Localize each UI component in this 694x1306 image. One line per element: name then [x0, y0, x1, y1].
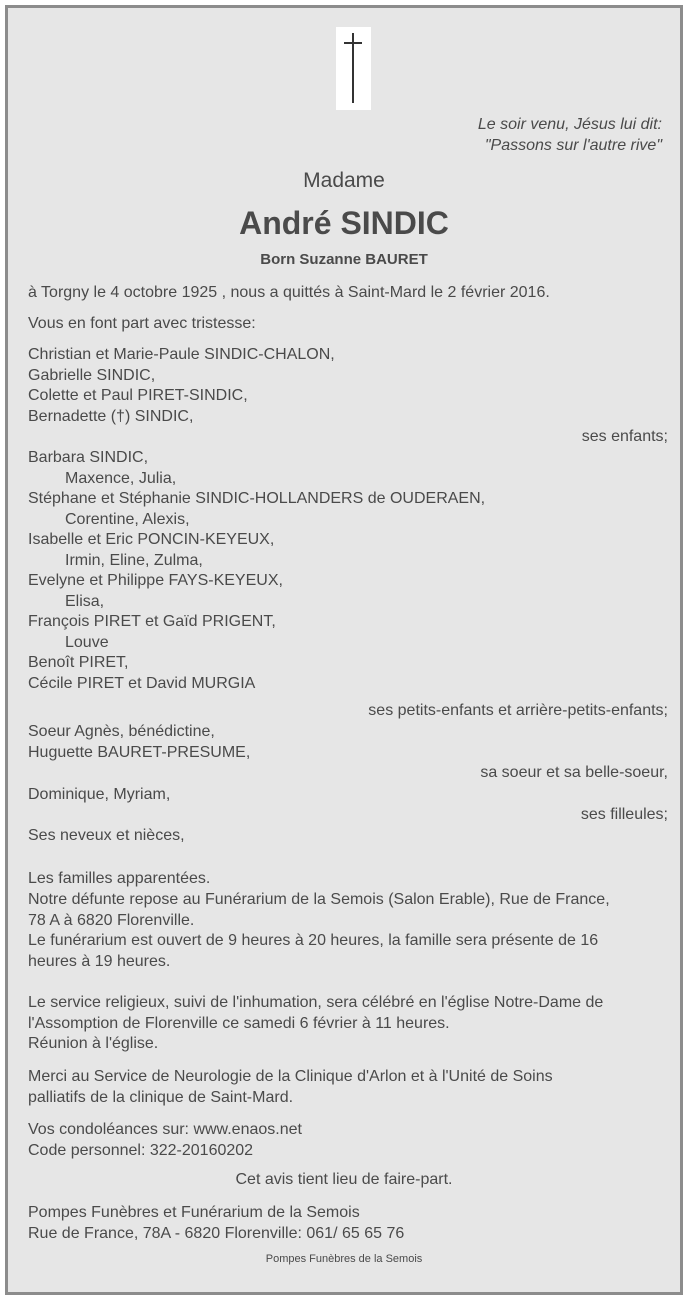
grandchildren-list [28, 448, 485, 694]
list-item: Isabelle et Eric PONCIN-KEYEUX, [28, 531, 275, 548]
birth-name: Born Suzanne BAURET [260, 251, 428, 268]
goddaughters-text: Dominique, Myriam, [28, 786, 171, 803]
title-madame: Madame [303, 169, 385, 192]
siblings-list [28, 722, 250, 763]
nephews-text: Ses neveux et nièces, [28, 827, 185, 844]
list-item: Barbara SINDIC, [28, 449, 149, 466]
list-item: Corentine, Alexis, [65, 510, 190, 528]
notice-text: Cet avis tient lieu de faire-part. [235, 1171, 453, 1188]
list-item: Bernadette (†) SINDIC, [28, 407, 194, 425]
list-item: Colette et Paul PIRET-SINDIC, [28, 387, 248, 404]
rest-paragraph: Notre défunte repose au Funérarium de la Semois (Salon Erable), Rue de France, 78 A à 6820 Florenville. Le funérarium est ouvert de 9 heures à 20 heures, la famille sera présente de 16 heures à 19 heures. [28, 891, 610, 970]
list-item: Maxence, Julia, [65, 469, 177, 487]
funeral-home-address: Pompes Funèbres et Funérarium de la Semois Rue de France, 78A - 6820 Florenville: 061/ 65 65 76 [28, 1204, 405, 1242]
list-item: Irmin, Eline, Zulma, [65, 551, 203, 569]
cross-image [336, 27, 371, 110]
obituary-card [5, 5, 683, 1295]
grandchildren-label: ses petits-enfants et arrière-petits-enfants; [368, 702, 668, 719]
list-item: Elisa, [65, 592, 105, 610]
list-item: Evelyne et Philippe FAYS-KEYEUX, [28, 572, 283, 589]
service-paragraph: Le service religieux, suivi de l'inhumation, sera célébré en l'église Notre-Dame de l'Assomption de Florenville ce samedi 6 février à 11 heures. Réunion à l'église. [28, 994, 604, 1052]
quote-line-1: Le soir venu, Jésus lui dit: [477, 116, 662, 133]
families-text: Les familles apparentées. [28, 870, 211, 887]
announce-text: Vous en font part avec tristesse: [28, 315, 256, 332]
list-item: Cécile PIRET et David MURGIA [28, 674, 256, 692]
list-item: Huguette BAURET-PRESUME, [28, 743, 251, 761]
list-item: Benoît PIRET, [28, 654, 129, 671]
condolences-paragraph: Vos condoléances sur: www.enaos.net Code personnel: 322-20160202 [28, 1121, 302, 1159]
children-list [28, 345, 335, 427]
list-item: Christian et Marie-Paule SINDIC-CHALON, [28, 346, 335, 363]
deceased-name: André SINDIC [239, 205, 449, 241]
list-item: Soeur Agnès, bénédictine, [28, 723, 215, 740]
children-label: ses enfants; [581, 428, 668, 445]
quote-line-2: "Passons sur l'autre rive" [484, 137, 662, 154]
list-item: Louve [65, 633, 109, 651]
list-item: Gabrielle SINDIC, [28, 366, 156, 384]
goddaughters-label: ses filleules; [580, 806, 668, 823]
siblings-label: sa soeur et sa belle-soeur, [480, 764, 668, 781]
thanks-paragraph: Merci au Service de Neurologie de la Clinique d'Arlon et à l'Unité de Soins palliatifs de la clinique de Saint-Mard. [28, 1068, 553, 1106]
list-item: François PIRET et Gaïd PRIGENT, [28, 613, 276, 630]
footer-credit: Pompes Funèbres de la Semois [265, 1253, 423, 1265]
intro-text: à Torgny le 4 octobre 1925 , nous a quittés à Saint-Mard le 2 février 2016. [28, 284, 550, 301]
list-item: Stéphane et Stéphanie SINDIC-HOLLANDERS de OUDERAEN, [28, 490, 486, 507]
